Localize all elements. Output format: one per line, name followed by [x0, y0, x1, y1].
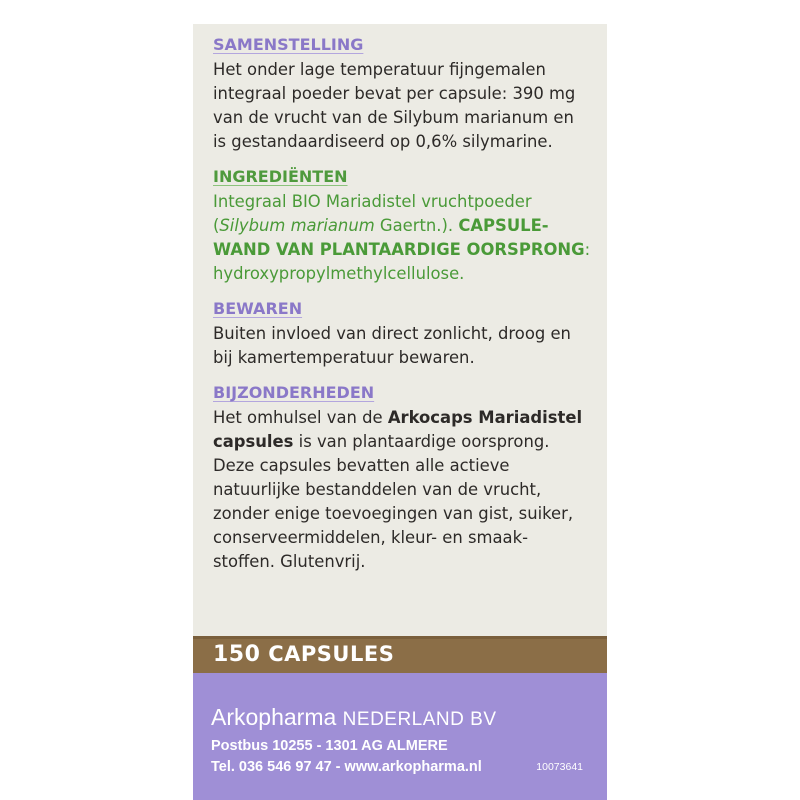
section-bijzonderheden: [213, 382, 603, 574]
paren-open: (: [213, 216, 220, 235]
heading-bewaren: BEWAREN: [213, 299, 303, 318]
bijzonderheden-text: [213, 406, 603, 574]
samenstelling-line: van de vrucht van de Silybum marianum en: [213, 108, 574, 127]
bijz-plain: Het omhulsel van de: [213, 408, 388, 427]
ingredienten-line: hydroxypropylmethylcellulose.: [213, 264, 465, 283]
ingredienten-line: [213, 238, 603, 262]
bijzonderheden-line: [213, 406, 603, 430]
manufacturer-footer: [193, 673, 607, 800]
capsule-count-number: 150: [213, 642, 261, 667]
heading-bijzonderheden: BIJZONDERHEDEN: [213, 383, 375, 402]
label-cream-area: [193, 24, 607, 636]
brand-suffix: NEDERLAND BV: [342, 709, 497, 730]
contact-info: Tel. 036 546 97 47 - www.arkopharma.nl: [211, 759, 482, 775]
section-samenstelling: [213, 34, 603, 154]
capsule-wall-label-cont: WAND VAN PLANTAARDIGE OORSPRONG: [213, 240, 585, 259]
postal-address: Postbus 10255 - 1301 AG ALMERE: [211, 738, 448, 754]
bijzonderheden-line: zonder enige toevoegingen van gist, suiker,: [213, 504, 574, 523]
bijzonderheden-line: natuurlijke bestanddelen van de vrucht,: [213, 480, 542, 499]
bijz-plain: is van plantaardige oorsprong.: [293, 432, 550, 451]
package-panel: [193, 24, 607, 800]
ingredienten-line: [213, 214, 603, 238]
capsule-count-label: CAPSULES: [268, 642, 395, 666]
product-name: Arkocaps Mariadistel: [387, 408, 583, 427]
capsule-wall-label: CAPSULE-: [458, 216, 549, 235]
samenstelling-line: is gestandaardiseerd op 0,6% silymarine.: [213, 132, 553, 151]
product-code: 10073641: [536, 761, 583, 773]
bijzonderheden-line: Deze capsules bevatten alle actieve: [213, 456, 510, 475]
bewaren-text: [213, 322, 603, 370]
ingredienten-line: Integraal BIO Mariadistel vruchtpoeder: [213, 192, 532, 211]
capsule-count: [213, 642, 394, 667]
samenstelling-line: Het onder lage temperatuur fijngemalen: [213, 60, 546, 79]
author-abbr: Gaertn.).: [374, 216, 459, 235]
colon: :: [584, 240, 591, 259]
samenstelling-text: [213, 58, 603, 154]
latin-name: Silybum marianum: [219, 216, 375, 235]
bijzonderheden-line: conserveermiddelen, kleur- en smaak-: [213, 528, 528, 547]
capsule-count-band: [193, 636, 607, 673]
brand-name: Arkopharma: [211, 704, 337, 730]
bijzonderheden-line: [213, 430, 603, 454]
bewaren-line: Buiten invloed van direct zonlicht, droog en: [213, 324, 571, 343]
samenstelling-line: integraal poeder bevat per capsule: 390 mg: [213, 84, 576, 103]
product-name-cont: capsules: [213, 432, 294, 451]
bijzonderheden-line: stoffen. Glutenvrij.: [213, 552, 366, 571]
label-content: [213, 34, 603, 586]
bewaren-line: bij kamertemperatuur bewaren.: [213, 348, 475, 367]
section-ingredienten: [213, 166, 603, 286]
heading-ingredienten: INGREDIËNTEN: [213, 167, 348, 186]
heading-samenstelling: SAMENSTELLING: [213, 35, 364, 54]
section-bewaren: [213, 298, 603, 370]
ingredienten-text: [213, 190, 603, 286]
manufacturer-name: [211, 704, 497, 731]
